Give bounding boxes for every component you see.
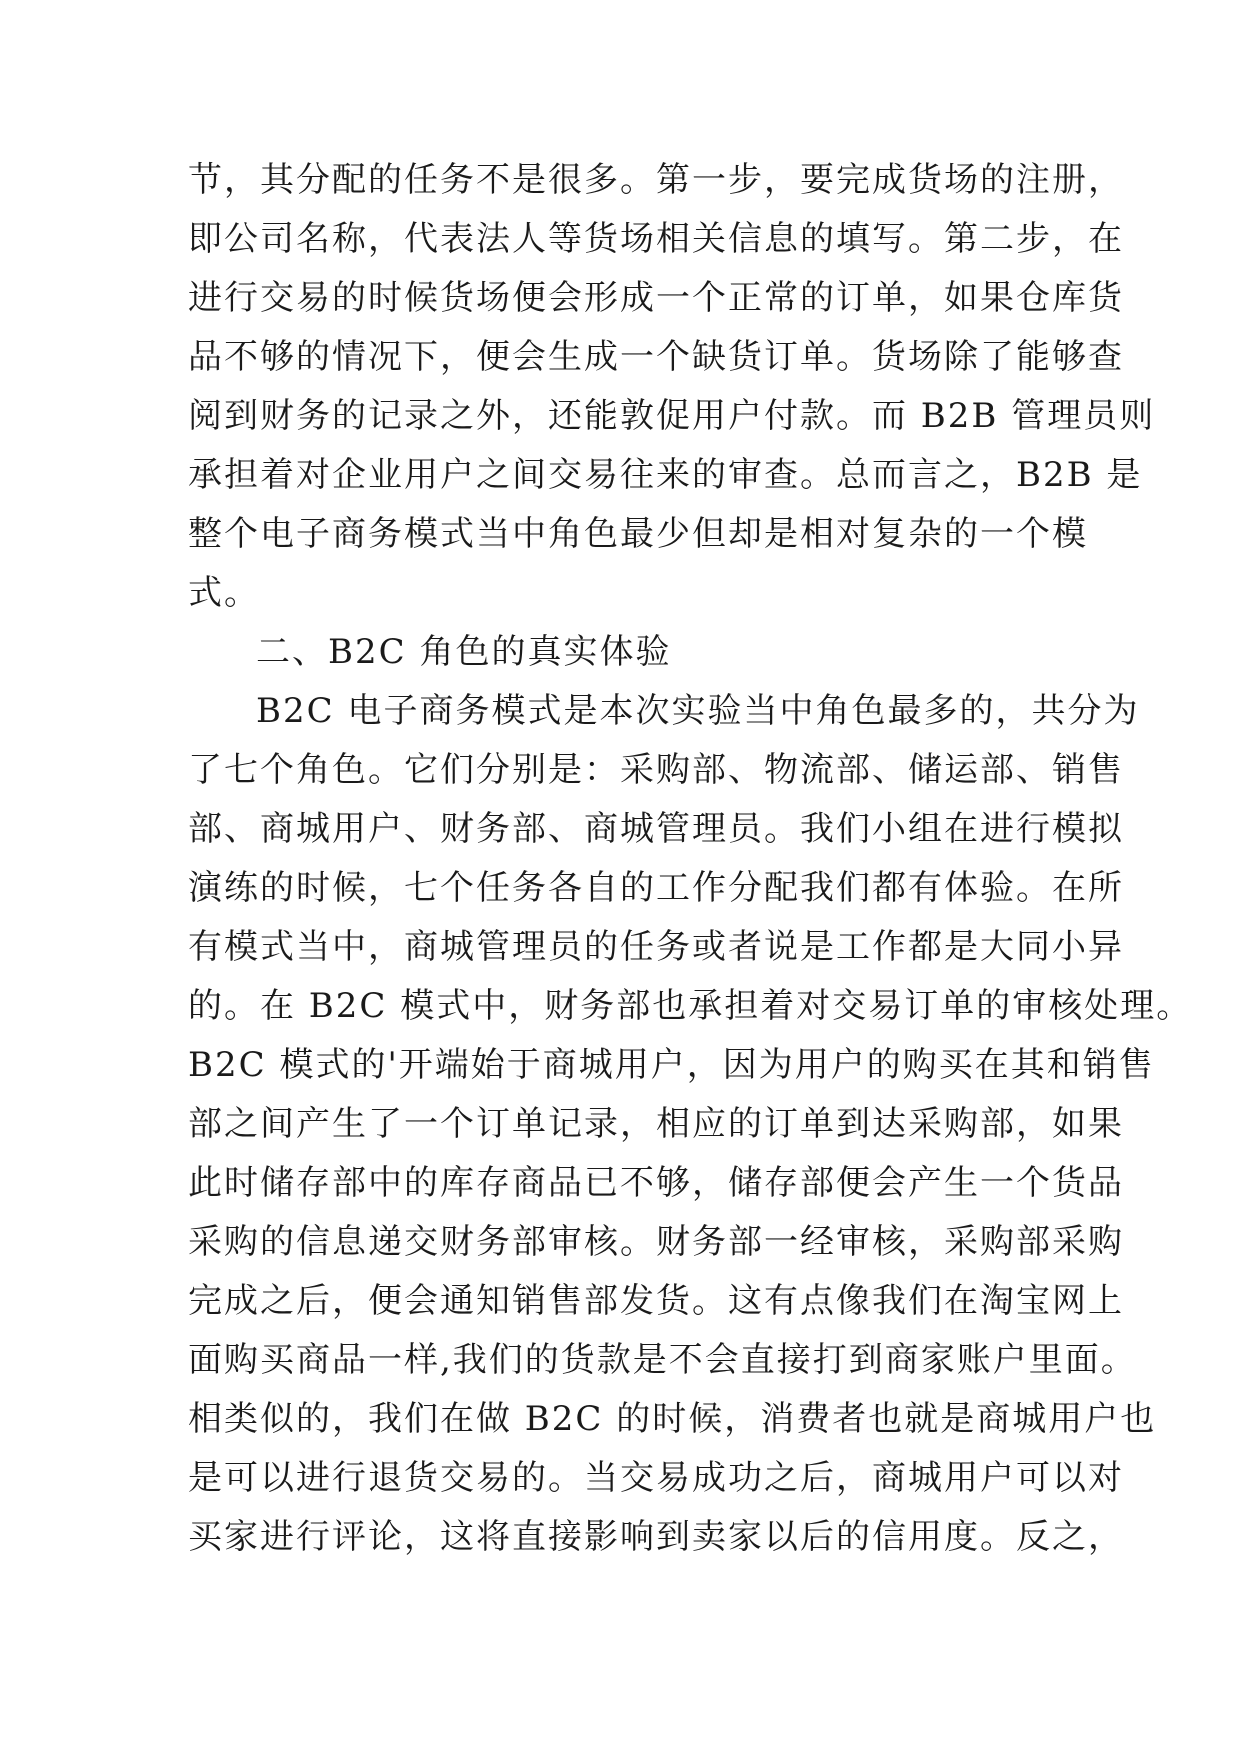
- paragraph-line: 此时储存部中的库存商品已不够，储存部便会产生一个货品: [188, 1163, 1124, 1203]
- paragraph-line: 部、商城用户、财务部、商城管理员。我们小组在进行模拟: [188, 809, 1124, 849]
- paragraph-line: 买家进行评论，这将直接影响到卖家以后的信用度。反之，: [188, 1517, 1124, 1557]
- paragraph-line: 面购买商品一样,我们的货款是不会直接打到商家账户里面。: [188, 1340, 1137, 1380]
- paragraph-line: 部之间产生了一个订单记录，相应的订单到达采购部，如果: [188, 1104, 1124, 1144]
- paragraph-line: 完成之后，便会通知销售部发货。这有点像我们在淘宝网上: [188, 1281, 1124, 1321]
- paragraph-line: 采购的信息递交财务部审核。财务部一经审核，采购部采购: [188, 1222, 1124, 1262]
- paragraph-line: 的。在 B2C 模式中，财务部也承担着对交易订单的审核处理。: [188, 986, 1193, 1026]
- paragraph-first-line: B2C 电子商务模式是本次实验当中角色最多的，共分为: [256, 691, 1140, 731]
- paragraph-line: B2C 模式的'开端始于商城用户，因为用户的购买在其和销售: [188, 1045, 1155, 1085]
- paragraph-line: 承担着对企业用户之间交易往来的审查。总而言之，B2B 是: [188, 455, 1143, 495]
- paragraph-line: 式。: [188, 573, 260, 613]
- paragraph-line: 是可以进行退货交易的。当交易成功之后，商城用户可以对: [188, 1458, 1124, 1498]
- paragraph-line: 品不够的情况下，便会生成一个缺货订单。货场除了能够查: [188, 337, 1124, 377]
- paragraph-line: 节，其分配的任务不是很多。第一步，要完成货场的注册，: [188, 160, 1124, 200]
- section-heading: 二、B2C 角色的真实体验: [256, 632, 672, 672]
- paragraph-line: 有模式当中，商城管理员的任务或者说是工作都是大同小异: [188, 927, 1124, 967]
- paragraph-line: 演练的时候，七个任务各自的工作分配我们都有体验。在所: [188, 868, 1124, 908]
- paragraph-line: 整个电子商务模式当中角色最少但却是相对复杂的一个模: [188, 514, 1088, 554]
- paragraph-line: 相类似的，我们在做 B2C 的时候，消费者也就是商城用户也: [188, 1399, 1157, 1439]
- paragraph-line: 即公司名称，代表法人等货场相关信息的填写。第二步，在: [188, 219, 1124, 259]
- paragraph-line: 阅到财务的记录之外，还能敦促用户付款。而 B2B 管理员则: [188, 396, 1156, 436]
- paragraph-line: 了七个角色。它们分别是：采购部、物流部、储运部、销售: [188, 750, 1124, 790]
- paragraph-line: 进行交易的时候货场便会形成一个正常的订单，如果仓库货: [188, 278, 1124, 318]
